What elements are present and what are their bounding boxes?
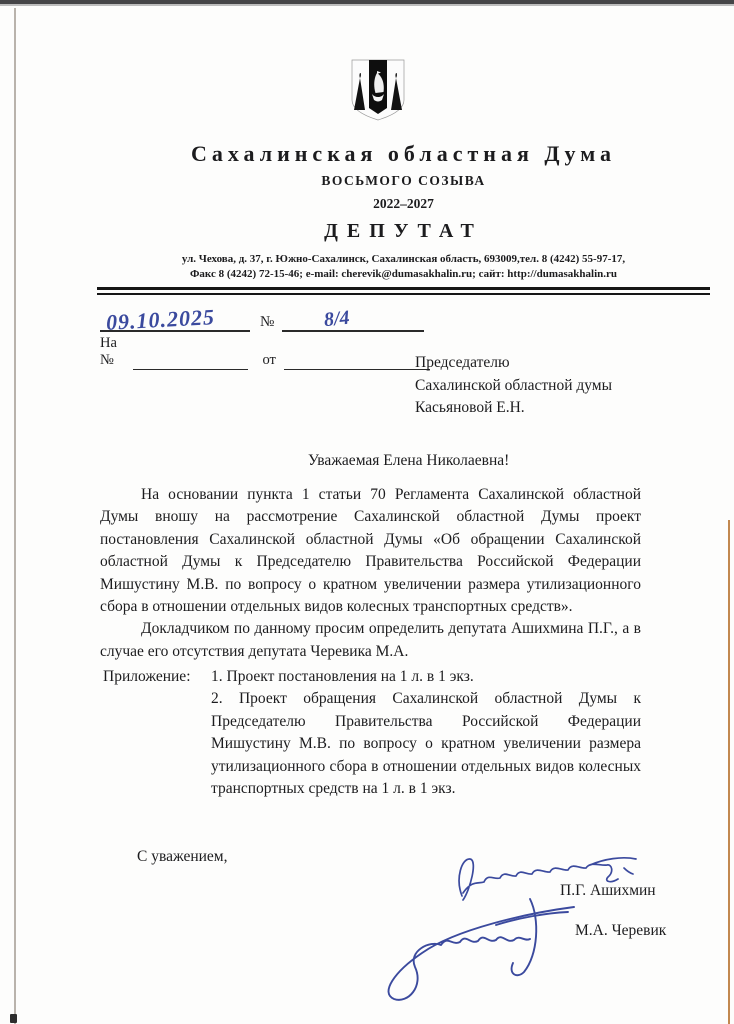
signer-2-name: М.А. Черевик xyxy=(575,922,667,939)
org-name: Сахалинская областная Дума xyxy=(190,141,617,166)
date-field xyxy=(100,298,250,335)
from-label: от xyxy=(262,352,276,368)
number-sign-label: № xyxy=(260,314,275,330)
letterhead xyxy=(97,58,710,295)
closing-regards: С уважением, xyxy=(137,848,228,865)
attachment-item-2: 2. Проект обращения Сахалинской областной Думы к Председателю Правительства Российской Федерации Мишустину М.В. по вопросу о кратном увеличении размера утилизационного сбора в отношении отдельных видов колесных транспортных средств на 1 л. в 1 экз. xyxy=(211,690,641,798)
contact-address xyxy=(97,252,710,282)
on-number-label: На № xyxy=(100,335,117,368)
coat-of-arms-icon xyxy=(349,58,407,127)
reply-reference-row xyxy=(100,335,430,370)
role-title: ДЕПУТАТ xyxy=(324,220,483,242)
letterhead-divider xyxy=(97,287,710,295)
signature-cherevik xyxy=(378,893,590,1005)
body-paragraph-1: На основании пункта 1 статьи 70 Регламента Сахалинской областной Думы вношу на рассмотрение Сахалинской областной Думы проект постановления Сахалинской областной Думы «Об обращении Сахалинской областной Думы к Председателю Правительства Российской Федерации Мишустину М.В. по вопросу о кратном увеличении размера утилизационного сбора в отношении отдельных видов колесных транспортных средств». xyxy=(100,486,641,616)
handwritten-number: 8/4 xyxy=(323,306,351,332)
scan-corner-mark xyxy=(10,1014,17,1023)
addressee-organization: Сахалинской областной думы xyxy=(415,376,613,394)
number-field xyxy=(282,298,424,332)
reference-block xyxy=(100,298,430,370)
attachment-items xyxy=(211,666,641,800)
address-line-1: ул. Чехова, д. 37, г. Южно-Сахалинск, Сахалинская область, 693009,тел. 8 (4242) 55-97-17, xyxy=(181,253,626,265)
convocation-years: 2022–2027 xyxy=(373,196,434,211)
attachment-block xyxy=(103,666,641,800)
addressee-block xyxy=(415,352,612,420)
signer-1-name: П.Г. Ашихмин xyxy=(560,882,656,899)
scan-edge-top-shadow xyxy=(0,4,734,6)
on-number-field xyxy=(133,347,248,370)
handwritten-date: 09.10.2025 xyxy=(105,304,216,335)
addressee-position: Председателю xyxy=(415,354,510,371)
body-paragraph-2: Докладчиком по данному просим определить депутата Ашихмина П.Г., а в случае его отсутствия депутата Черевика М.А. xyxy=(100,620,641,660)
scan-edge-right xyxy=(728,520,730,1024)
attachment-item-1: 1. Проект постановления на 1 л. в 1 экз. xyxy=(211,668,474,685)
date-number-row xyxy=(100,298,430,335)
scan-edge-left xyxy=(14,8,16,1024)
salutation: Уважаемая Елена Николаевна! xyxy=(308,452,510,469)
address-line-2: Факс 8 (4242) 72-15-46; e-mail: cherevik@dumasakhalin.ru; сайт: http://dumasakhalin.ru xyxy=(189,268,617,280)
from-date-field xyxy=(284,347,430,370)
convocation: ВОСЬМОГО СОЗЫВА xyxy=(321,173,486,188)
attachment-label: Приложение: xyxy=(103,668,191,685)
addressee-name: Касьяновой Е.Н. xyxy=(415,399,525,416)
letter-body xyxy=(100,484,641,663)
